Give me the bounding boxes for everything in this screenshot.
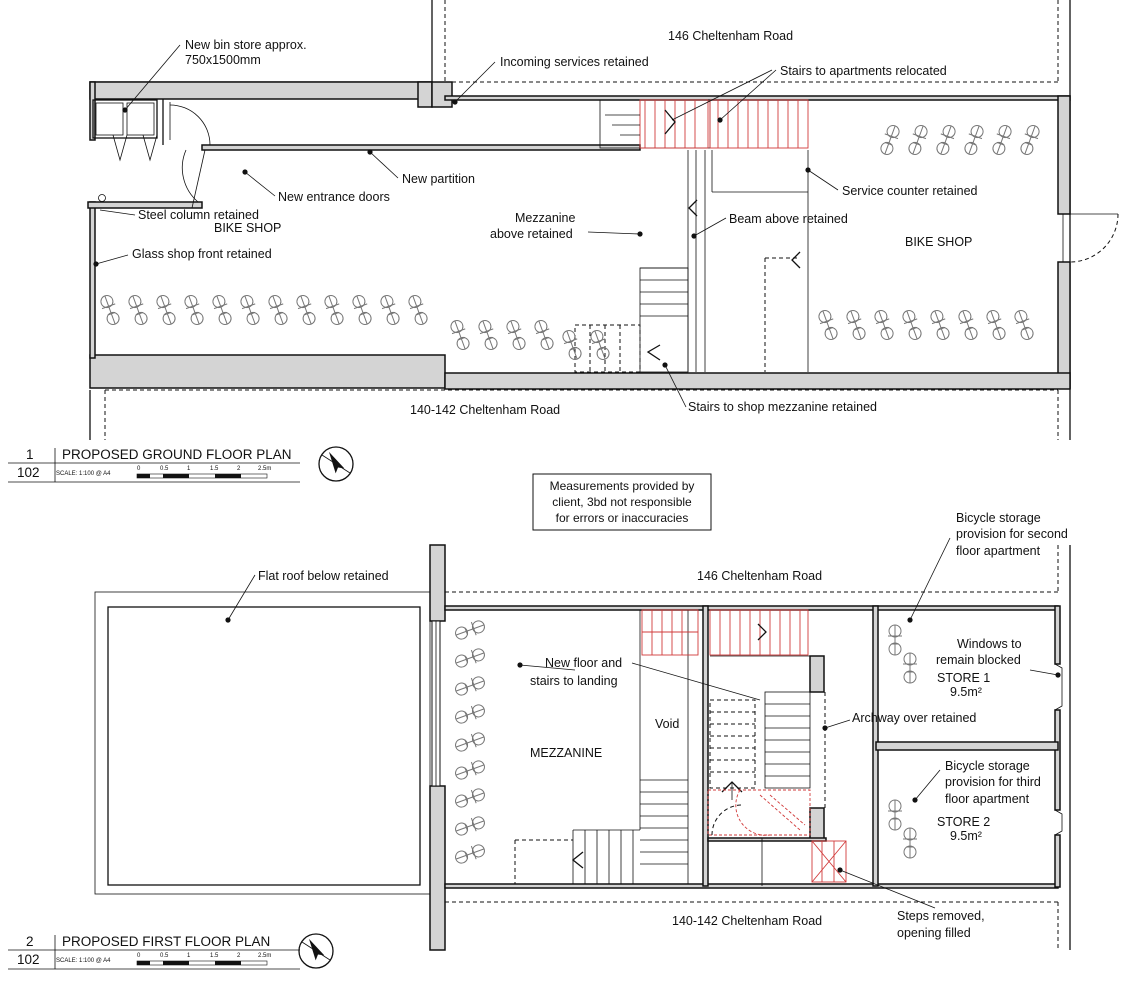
- store-1-name: STORE 1: [937, 671, 991, 685]
- note-bike-third-line2: provision for third: [945, 775, 1041, 789]
- note-stairs-mezzanine: Stairs to shop mezzanine retained: [688, 400, 877, 414]
- first-scale-bar: [137, 961, 267, 965]
- note-stairs-relocated: Stairs to apartments relocated: [780, 64, 947, 78]
- note-bike-third-line1: Bicycle storage: [945, 759, 1030, 773]
- first-neighbour-south: 140-142 Cheltenham Road: [672, 914, 823, 928]
- first-plan-number: 2: [26, 934, 34, 949]
- north-arrow-icon: [299, 934, 333, 968]
- note-flat-roof: Flat roof below retained: [258, 569, 389, 583]
- note-service-counter: Service counter retained: [842, 184, 978, 198]
- ground-bicycles: [98, 124, 1041, 362]
- note-new-floor-line2: stairs to landing: [530, 674, 618, 688]
- disclaimer-line2: client, 3bd not responsible: [552, 495, 692, 509]
- ground-room-bike-shop-left: BIKE SHOP: [214, 221, 282, 235]
- note-new-partition: New partition: [402, 172, 475, 186]
- bin-store: [93, 99, 163, 160]
- north-arrow-icon: [319, 447, 353, 481]
- note-new-floor-line1: New floor and: [545, 656, 623, 670]
- note-steps-removed-line2: opening filled: [897, 926, 971, 940]
- note-bike-third-line3: floor apartment: [945, 792, 1030, 806]
- ground-right-door: [1063, 214, 1118, 262]
- ground-scale-text: SCALE: 1:100 @ A4: [56, 471, 111, 477]
- ground-plan-title: PROPOSED GROUND FLOOR PLAN: [62, 447, 292, 462]
- note-glass-shop-front: Glass shop front retained: [132, 247, 272, 261]
- first-plan-title: PROPOSED FIRST FLOOR PLAN: [62, 934, 271, 949]
- ground-floor-plan: [8, 0, 1118, 482]
- ground-neighbour-south: 140-142 Cheltenham Road: [410, 403, 561, 417]
- note-windows-line1: Windows to: [957, 637, 1022, 651]
- note-windows-line2: remain blocked: [936, 653, 1021, 667]
- first-title-block: [8, 934, 333, 969]
- note-bin-store-line1: New bin store approx.: [185, 38, 307, 52]
- ground-scale-tick: 0: [137, 466, 141, 472]
- disclaimer-line3: for errors or inaccuracies: [555, 511, 689, 525]
- first-scale-tick: 2.5m: [258, 953, 272, 959]
- disclaimer-box: [533, 474, 711, 530]
- store-1-area: 9.5m²: [950, 685, 982, 699]
- ground-title-block: [8, 447, 353, 482]
- note-steel-column: Steel column retained: [138, 208, 259, 222]
- first-neighbour-north: 146 Cheltenham Road: [697, 569, 823, 583]
- note-steps-removed-line1: Steps removed,: [897, 909, 985, 923]
- ground-room-bike-shop-right: BIKE SHOP: [905, 235, 973, 249]
- note-mezzanine-line2: above retained: [490, 227, 573, 241]
- ground-scale-tick: 1.5: [210, 466, 219, 472]
- first-scale-tick: 1.5: [210, 953, 219, 959]
- store-2-area: 9.5m²: [950, 829, 982, 843]
- disclaimer-line1: Measurements provided by: [549, 479, 695, 493]
- note-bike-second-line3: floor apartment: [956, 544, 1041, 558]
- note-bike-second-line2: provision for second: [956, 527, 1068, 541]
- note-incoming-services: Incoming services retained: [500, 55, 649, 69]
- store-2-name: STORE 2: [937, 815, 991, 829]
- ground-plan-sheet: 102: [17, 465, 40, 480]
- ground-scale-tick: 2.5m: [258, 466, 272, 472]
- ground-neighbour-north: 146 Cheltenham Road: [668, 29, 794, 43]
- first-plan-sheet: 102: [17, 952, 40, 967]
- note-bin-store-line2: 750x1500mm: [185, 53, 261, 67]
- ground-scale-tick: 2: [237, 466, 241, 472]
- first-scale-tick: 1: [187, 953, 191, 959]
- ground-scale-bar: [137, 474, 267, 478]
- note-bike-second-line1: Bicycle storage: [956, 511, 1041, 525]
- ground-scale-tick: 0.5: [160, 466, 169, 472]
- first-scale-tick: 0: [137, 953, 141, 959]
- ground-scale-tick: 1: [187, 466, 191, 472]
- note-entrance-doors: New entrance doors: [278, 190, 390, 204]
- note-archway: Archway over retained: [852, 711, 977, 725]
- first-scale-text: SCALE: 1:100 @ A4: [56, 958, 111, 964]
- note-mezzanine-line1: Mezzanine: [515, 211, 576, 225]
- first-floor-plan: [8, 511, 1070, 969]
- first-scale-tick: 0.5: [160, 953, 169, 959]
- first-room-void: Void: [655, 717, 680, 731]
- first-room-mezzanine: MEZZANINE: [530, 746, 603, 760]
- flat-roof: [95, 592, 430, 894]
- ground-plan-number: 1: [26, 447, 34, 462]
- first-scale-tick: 2: [237, 953, 241, 959]
- note-beam-above: Beam above retained: [729, 212, 848, 226]
